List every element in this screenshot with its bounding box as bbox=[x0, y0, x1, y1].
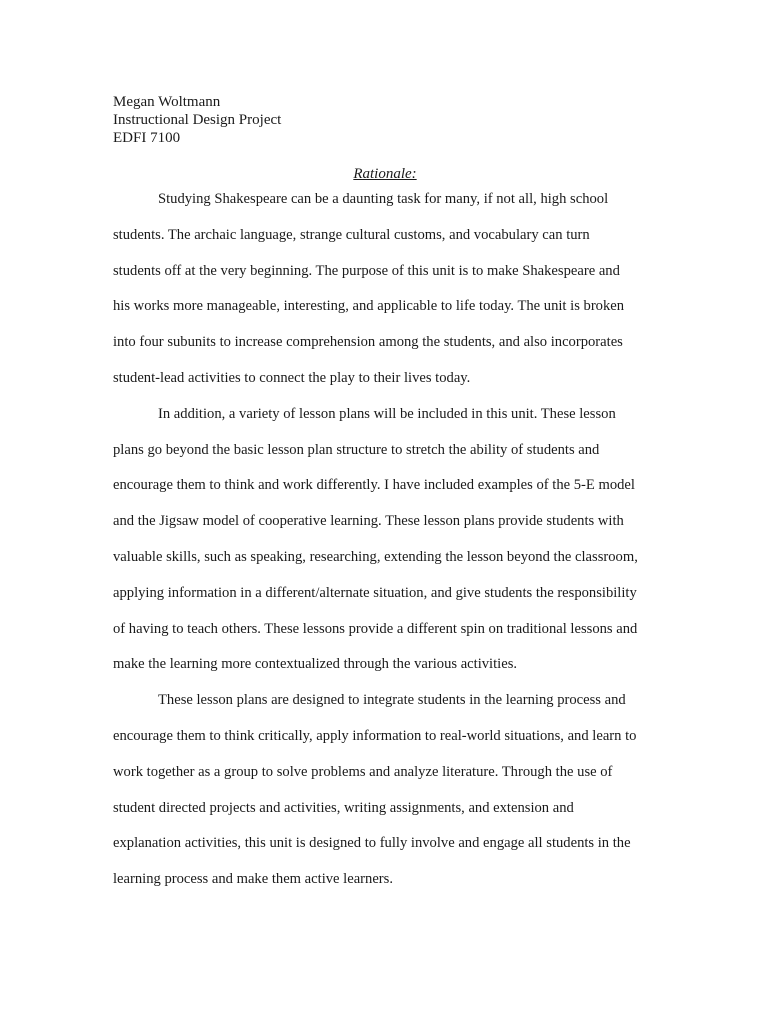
text-line: student-lead activities to connect the play to their lives today. bbox=[113, 369, 471, 386]
text-line: learning process and make them active learners. bbox=[113, 871, 393, 888]
author-name: Megan Woltmann bbox=[113, 94, 221, 110]
text-line: make the learning more contextualized through the various activities. bbox=[113, 656, 518, 673]
text-line: work together as a group to solve problems and analyze literature. Through the use of bbox=[113, 763, 613, 780]
section-title: Rationale: bbox=[353, 166, 417, 182]
text-line: explanation activities, this unit is designed to fully involve and engage all students in the bbox=[113, 835, 631, 852]
text-line: valuable skills, such as speaking, researching, extending the lesson beyond the classroom, bbox=[113, 548, 638, 565]
text-line: students. The archaic language, strange cultural customs, and vocabulary can turn bbox=[113, 226, 590, 243]
text-line: his works more manageable, interesting, and applicable to life today. The unit is broken bbox=[113, 298, 625, 315]
text-line: These lesson plans are designed to integrate students in the learning process and bbox=[158, 692, 626, 709]
text-line: and the Jigsaw model of cooperative learning. These lesson plans provide students with bbox=[113, 513, 624, 530]
text-line: encourage them to think critically, apply information to real-world situations, and learn to bbox=[113, 727, 637, 744]
project-title: Instructional Design Project bbox=[113, 112, 282, 128]
document-body bbox=[113, 182, 659, 898]
text-line: Studying Shakespeare can be a daunting task for many, if not all, high school bbox=[158, 191, 609, 207]
course-code: EDFI 7100 bbox=[113, 130, 181, 146]
section-title-wrapper bbox=[0, 165, 770, 183]
text-line: In addition, a variety of lesson plans will be included in this unit. These lesson bbox=[158, 405, 616, 422]
document-header bbox=[113, 93, 281, 147]
text-line: encourage them to think and work differently. I have included examples of the 5-E model bbox=[113, 477, 635, 494]
text-line: student directed projects and activities, writing assignments, and extension and bbox=[113, 799, 574, 816]
paragraph-3 bbox=[113, 683, 659, 898]
text-line: plans go beyond the basic lesson plan structure to stretch the ability of students and bbox=[113, 441, 600, 458]
paragraph-1 bbox=[113, 182, 659, 397]
text-line: of having to teach others. These lessons provide a different spin on traditional lessons and bbox=[113, 620, 638, 637]
text-line: students off at the very beginning. The purpose of this unit is to make Shakespeare and bbox=[113, 262, 620, 279]
text-line: into four subunits to increase comprehension among the students, and also incorporates bbox=[113, 334, 623, 351]
paragraph-2 bbox=[113, 397, 659, 683]
text-line: applying information in a different/alternate situation, and give students the responsibility bbox=[113, 584, 637, 601]
